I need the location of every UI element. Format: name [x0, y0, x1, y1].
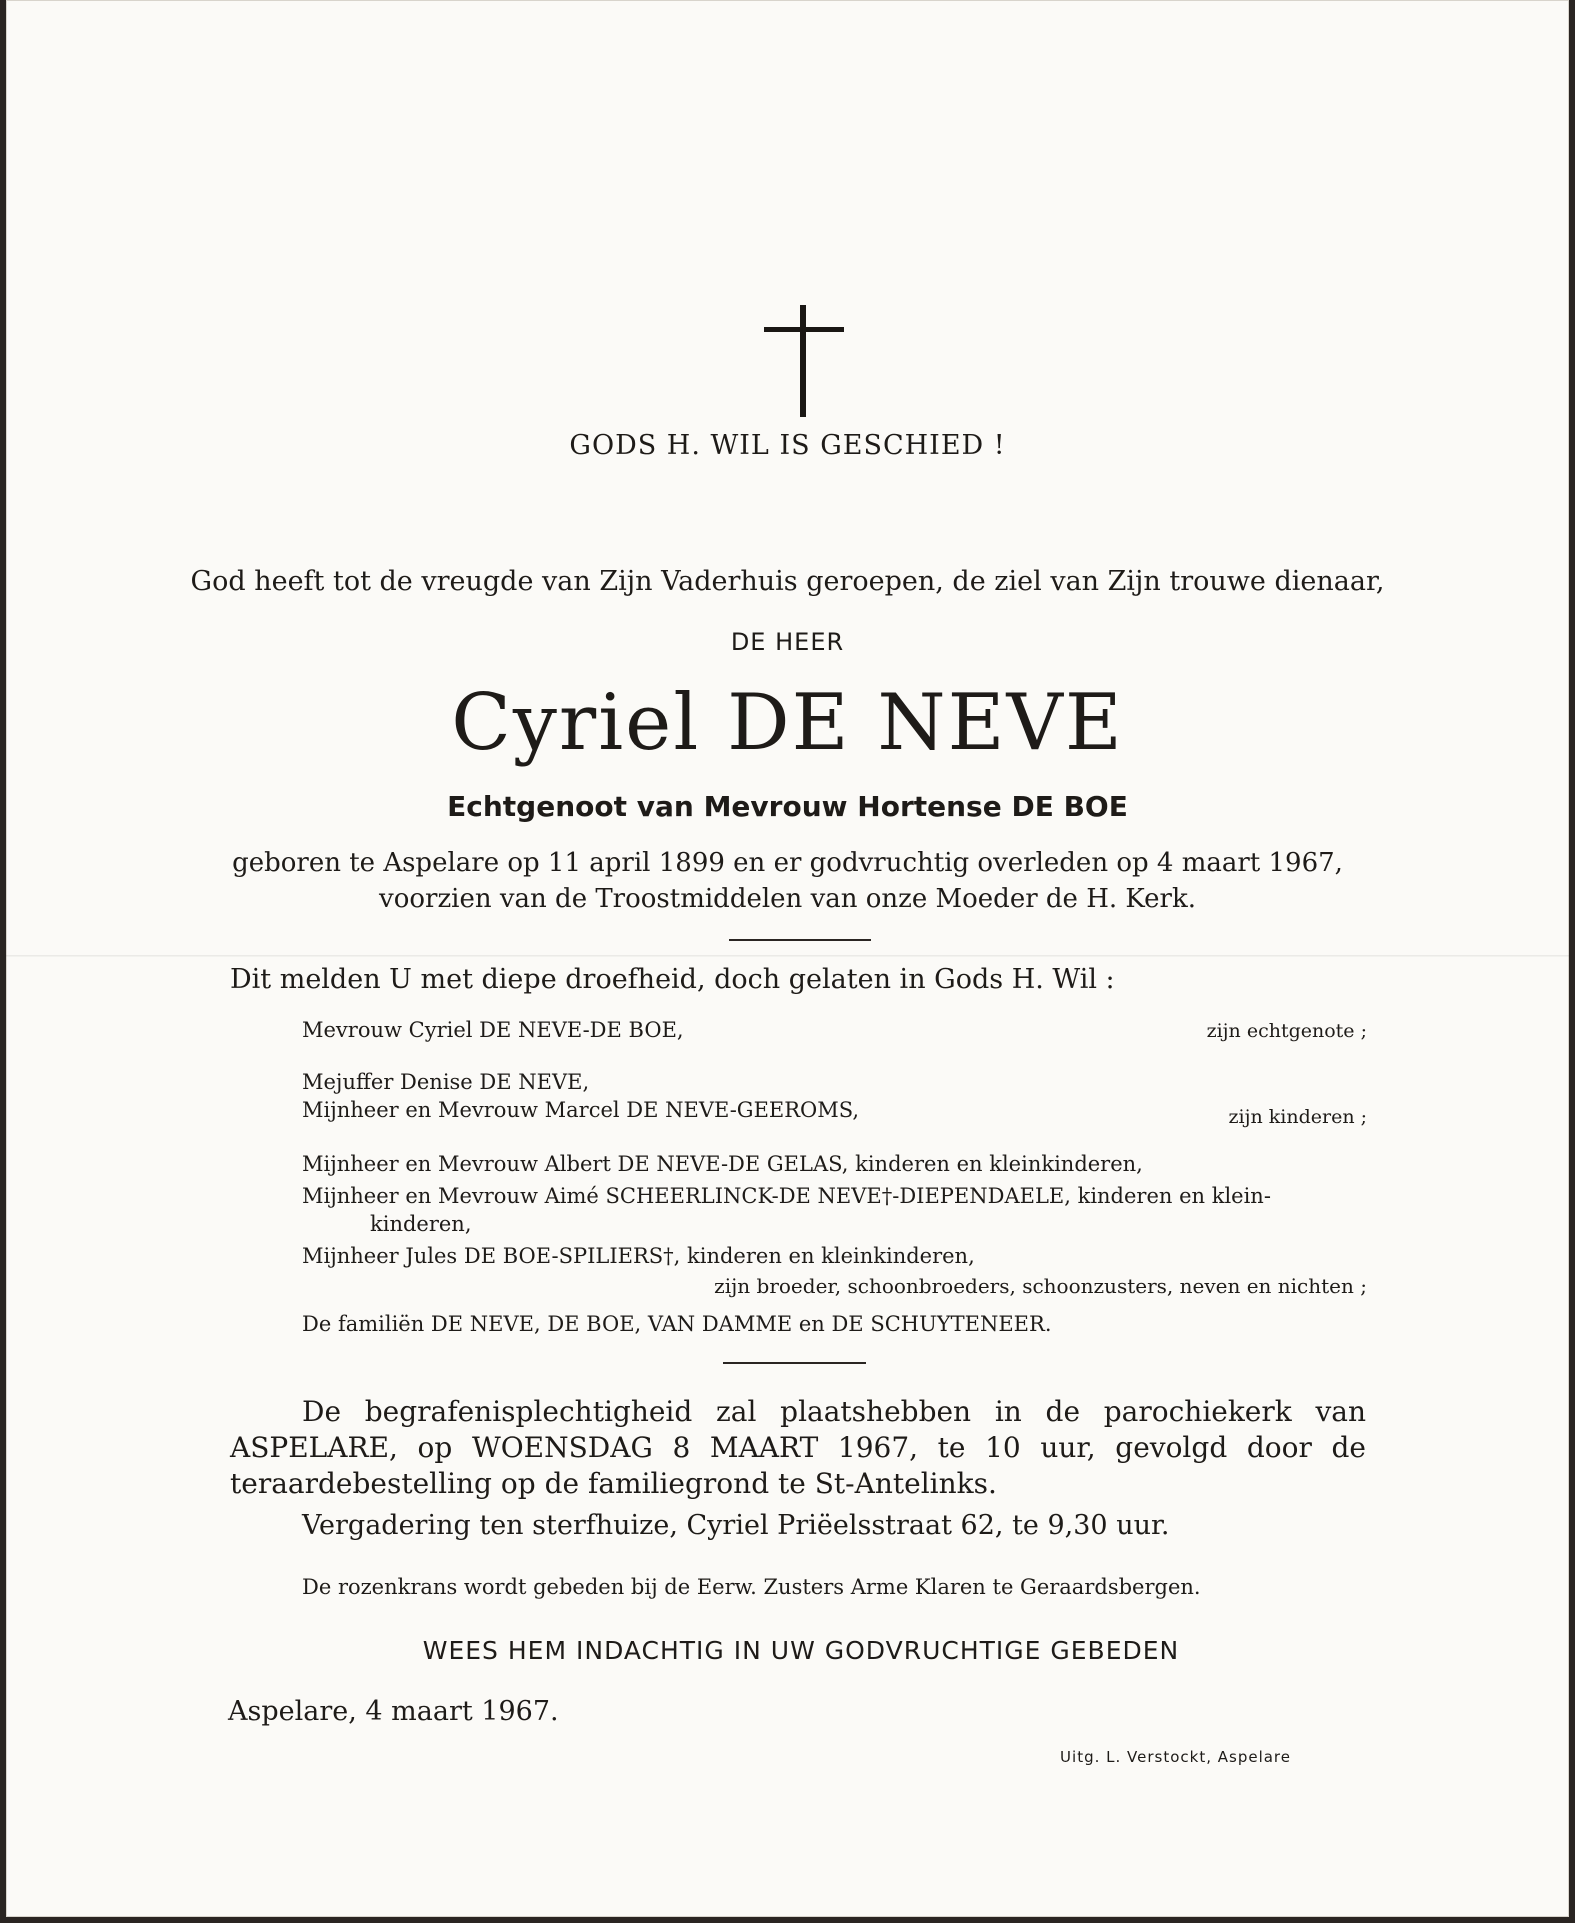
divider: [723, 1362, 866, 1364]
mourner-line-continued: kinderen,: [370, 1212, 472, 1236]
divider: [729, 939, 871, 941]
birth-death-line: geboren te Aspelare op 11 april 1899 en er godvruchtig overleden op 4 maart 1967,: [232, 848, 1343, 878]
intro-text: God heeft tot de vreugde van Zijn Vaderhuis geroepen, de ziel van Zijn trouwe dienaar,: [190, 566, 1385, 597]
prayer-request: WEES HEM INDACHTIG IN UW GODVRUCHTIGE GEBEDEN: [422, 1636, 1180, 1665]
cross-icon: [764, 305, 844, 417]
relation-label: zijn kinderen ;: [1228, 1106, 1367, 1128]
deceased-name: Cyriel DE NEVE: [451, 678, 1124, 768]
mourner-line: Mijnheer Jules DE BOE-SPILIERS†, kinderen en kleinkinderen,: [302, 1244, 975, 1268]
fold-line: [6, 955, 1569, 957]
announcement: Dit melden U met diepe droefheid, doch gelaten in Gods H. Wil :: [230, 964, 1115, 995]
place-date: Aspelare, 4 maart 1967.: [228, 1696, 559, 1727]
spouse-line: Echtgenoot van Mevrouw Hortense DE BOE: [447, 790, 1128, 823]
honorific-title: DE HEER: [730, 628, 845, 656]
families-line: De familiën DE NEVE, DE BOE, VAN DAMME en DE SCHUYTENEER.: [302, 1312, 1052, 1336]
motto: GODS H. WIL IS GESCHIED !: [569, 430, 1006, 461]
relation-label: zijn echtgenote ;: [1206, 1020, 1367, 1042]
mourner-line: Mijnheer en Mevrouw Aimé SCHEERLINCK-DE NEVE†-DIEPENDAELE, kinderen en klein-: [302, 1184, 1271, 1208]
printer-credit: Uitg. L. Verstockt, Aspelare: [1060, 1748, 1291, 1766]
funeral-details: De begrafenisplechtigheid zal plaatshebben in de parochiekerk van ASPELARE, op WOENSDAG 8 MAART 1967, te 10 uur, gevolgd door de teraardebestelling op de familiegrond te St-Antelinks.: [230, 1395, 1366, 1500]
sacraments-line: voorzien van de Troostmiddelen van onze Moeder de H. Kerk.: [379, 884, 1196, 914]
relation-label: zijn broeder, schoonbroeders, schoonzusters, neven en nichten ;: [714, 1274, 1367, 1298]
memorial-card: [6, 0, 1569, 1917]
meeting-details: Vergadering ten sterfhuize, Cyriel Priëelsstraat 62, te 9,30 uur.: [302, 1510, 1170, 1541]
rosary-details: De rozenkrans wordt gebeden bij de Eerw. Zusters Arme Klaren te Geraardsbergen.: [302, 1575, 1201, 1599]
mourner-line: Mijnheer en Mevrouw Albert DE NEVE-DE GELAS, kinderen en kleinkinderen,: [302, 1152, 1143, 1176]
mourner-line: Mijnheer en Mevrouw Marcel DE NEVE-GEEROMS,: [302, 1098, 860, 1122]
mourner-line: Mevrouw Cyriel DE NEVE-DE BOE,: [302, 1018, 684, 1042]
mourner-line: Mejuffer Denise DE NEVE,: [302, 1070, 590, 1094]
